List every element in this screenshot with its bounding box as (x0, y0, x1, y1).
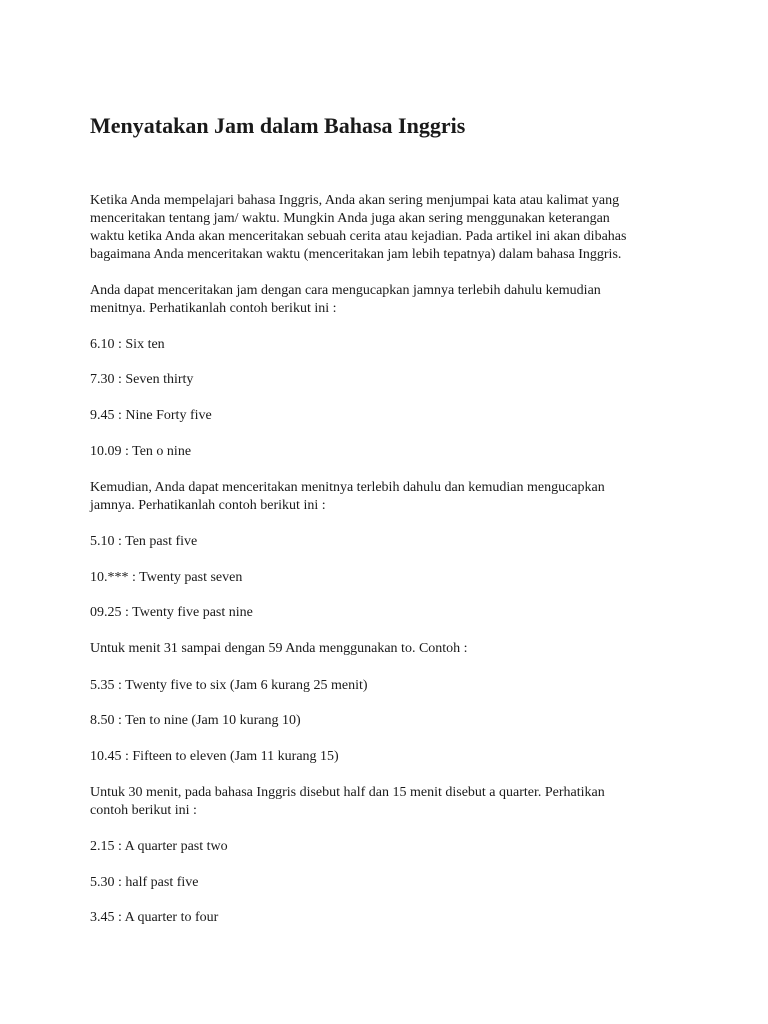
example-line: 5.10 : Ten past five (90, 534, 198, 549)
example-line: 2.15 : A quarter past two (90, 839, 228, 854)
example-line: 7.30 : Seven thirty (90, 372, 194, 387)
example-line: 10.*** : Twenty past seven (90, 570, 243, 585)
example-line: 6.10 : Six ten (90, 337, 165, 352)
paragraph-intro-line: menceritakan tentang jam/ waktu. Mungkin Anda juga akan sering menggunakan keterangan (90, 211, 610, 226)
example-line: 09.25 : Twenty five past nine (90, 605, 253, 620)
example-line: 8.50 : Ten to nine (Jam 10 kurang 10) (90, 713, 301, 728)
paragraph-hour-first-line: menitnya. Perhatikanlah contoh berikut ini : (90, 301, 337, 316)
paragraph-half-quarter-line: contoh berikut ini : (90, 803, 197, 818)
paragraph-to-usage: Untuk menit 31 sampai dengan 59 Anda menggunakan to. Contoh : (90, 641, 468, 656)
paragraph-half-quarter-line: Untuk 30 menit, pada bahasa Inggris disebut half dan 15 menit disebut a quarter. Perhatikan (90, 785, 605, 800)
paragraph-intro-line: bagaimana Anda menceritakan waktu (menceritakan jam lebih tepatnya) dalam bahasa Inggris. (90, 247, 622, 262)
paragraph-hour-first-line: Anda dapat menceritakan jam dengan cara mengucapkan jamnya terlebih dahulu kemudian (90, 283, 601, 298)
example-line: 3.45 : A quarter to four (90, 910, 219, 925)
paragraph-minute-first-line: Kemudian, Anda dapat menceritakan menitnya terlebih dahulu dan kemudian mengucapkan (90, 480, 605, 495)
document-title: Menyatakan Jam dalam Bahasa Inggris (90, 113, 466, 138)
example-line: 10.45 : Fifteen to eleven (Jam 11 kurang 15) (90, 749, 339, 764)
example-line: 10.09 : Ten o nine (90, 444, 192, 459)
paragraph-intro-line: Ketika Anda mempelajari bahasa Inggris, Anda akan sering menjumpai kata atau kalimat yang (90, 193, 620, 208)
example-line: 5.30 : half past five (90, 875, 199, 890)
paragraph-minute-first-line: jamnya. Perhatikanlah contoh berikut ini : (90, 498, 326, 513)
example-line: 5.35 : Twenty five to six (Jam 6 kurang 25 menit) (90, 678, 368, 693)
example-line: 9.45 : Nine Forty five (90, 408, 212, 423)
paragraph-intro-line: waktu ketika Anda akan menceritakan sebuah cerita atau kejadian. Pada artikel ini akan dibahas (90, 229, 627, 244)
